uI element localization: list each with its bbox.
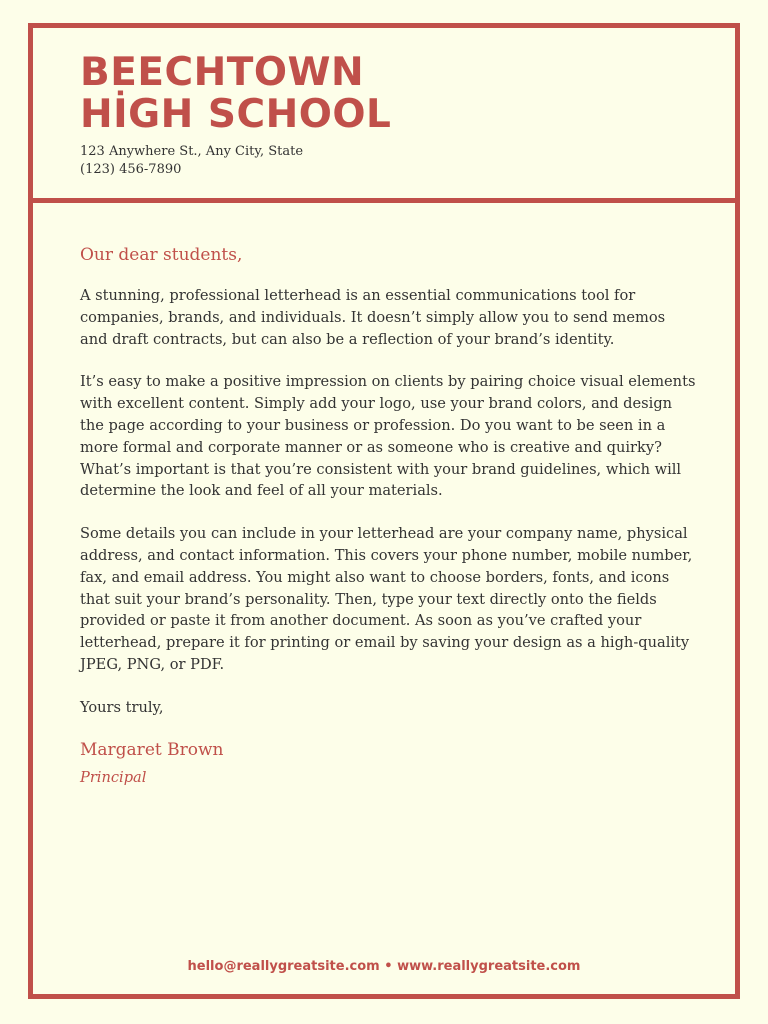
footer-separator: • (379, 959, 398, 974)
contact-block (80, 143, 303, 179)
salutation: Our dear students, (80, 245, 243, 265)
letterhead-header (33, 28, 735, 200)
school-name-line1: BEECHTOWN (80, 50, 365, 95)
letter-body (80, 243, 696, 789)
street-address: 123 Anywhere St., Any City, State (80, 144, 304, 159)
school-name-line2: HİGH SCHOOL (80, 92, 392, 137)
signer-name: Margaret Brown (80, 739, 224, 760)
paragraph-2: It’s easy to make a positive impression on clients by pairing choice visual elements with excellent content. Simply add your logo, use your brand colors, and design the page according to your business or profession. Do you want to be seen in a more formal and corporate manner or as someone who is creative and quirky? What’s important is that you’re consistent with your brand guidelines, which will determine the look and feel of all your materials. (80, 373, 696, 500)
header-divider (33, 198, 735, 203)
phone-number: (123) 456-7890 (80, 162, 182, 177)
letterhead-frame (28, 23, 740, 999)
school-name (80, 52, 391, 136)
signer-title: Principal (80, 768, 147, 786)
website-link[interactable]: www.reallygreatsite.com (397, 959, 581, 974)
paragraph-1: A stunning, professional letterhead is an essential communications tool for companies, brands, and individuals. It doesn’t simply allow you to send memos and draft contracts, but can also be a reflection of your brand’s identity. (80, 287, 666, 348)
footer-contact (33, 958, 735, 976)
paragraph-3: Some details you can include in your letterhead are your company name, physical address, and contact information. This covers your phone number, mobile number, fax, and email address. You might also want to choose borders, fonts, and icons that suit your brand’s personality. Then, type your text directly onto the fields provided or paste it from another document. As soon as you’ve crafted your letterhead, prepare it for printing or email by saving your design as a high-quality JPEG, PNG, or PDF. (80, 525, 693, 673)
closing: Yours truly, (80, 698, 164, 716)
email-link[interactable]: hello@reallygreatsite.com (187, 959, 380, 974)
